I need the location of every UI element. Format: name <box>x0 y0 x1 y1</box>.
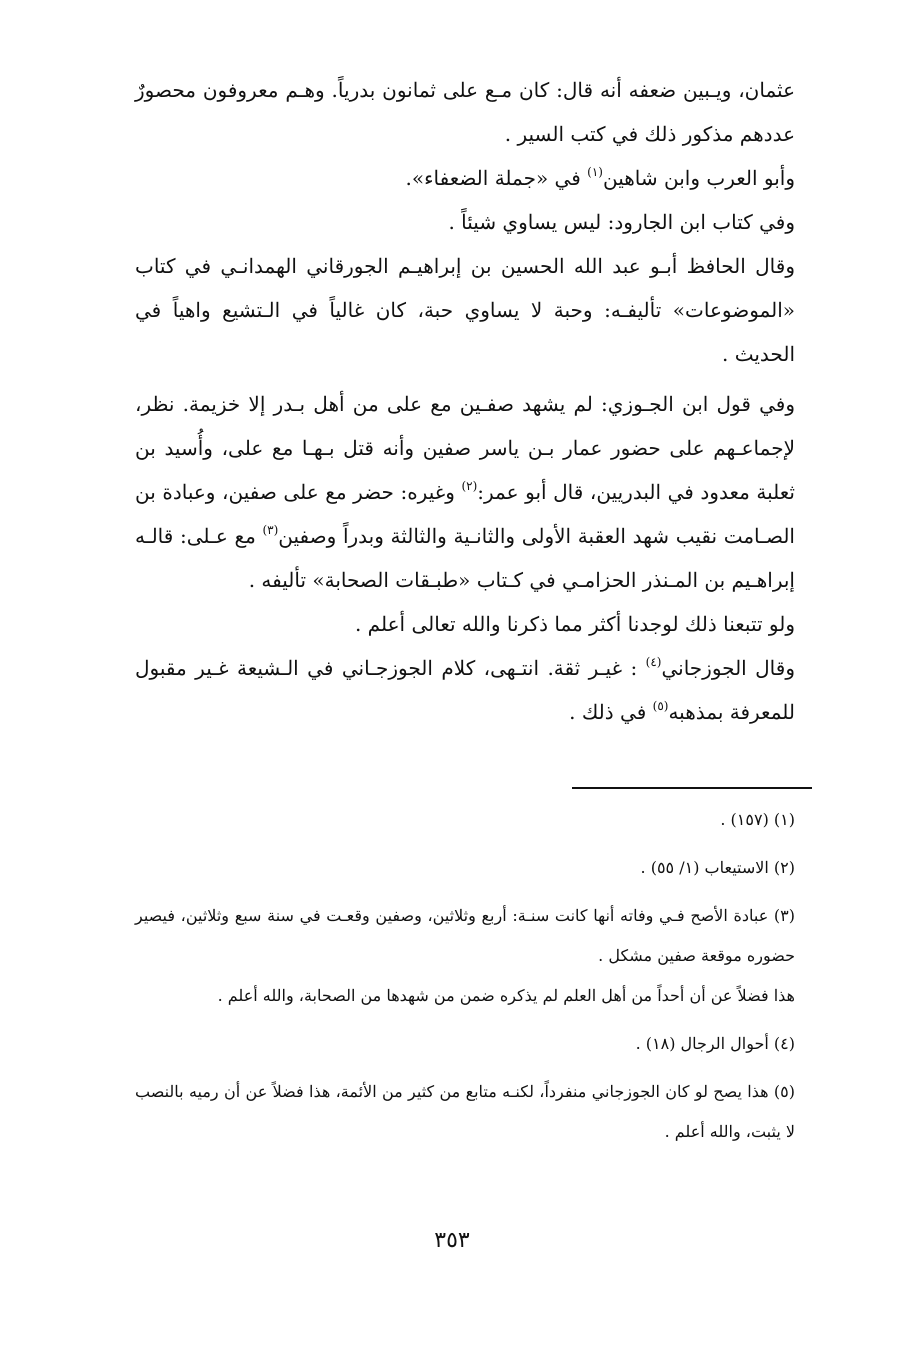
paragraph <box>135 646 795 734</box>
footnote: (٤) أحوال الرجال (١٨) . <box>635 1034 795 1053</box>
text-run: وأبو العرب وابن شاهين <box>602 166 795 190</box>
footnote: (٣) عبادة الأصح فـي وفاته أنها كانت سنـة: أربع وثلاثين، وصفين وقعـت في سنة سبع وثلاثين، فيصير حضوره موقعة صفين مشكل . <box>135 906 795 965</box>
page-number: ٣٥٣ <box>434 1228 470 1253</box>
main-text <box>135 68 795 734</box>
text-run: وقال الجوزجاني <box>661 656 795 680</box>
footnote: (١) (١٥٧) . <box>720 810 795 829</box>
text-run: وقال الحافظ أبـو عبد الله الحسين بن إبراهيـم الجورقاني الهمدانـي في كتاب «الموضوعات» تأليفـه: وحبة لا يساوي حبة، كان غالياً في الـتشيع واهياً في الحديث . <box>135 254 795 366</box>
text-run: : غيـر ثقة. انتـهى، كلام الجوزجـاني في الـشيعة غـير مقبول للمعرفة بمذهبه <box>135 656 795 724</box>
paragraph <box>135 602 795 646</box>
footnote-continuation: هذا فضلاً عن أن أحداً من أهل العلم لم يذكره ضمن من شهدها من الصحابة، والله أعلم . <box>217 986 795 1005</box>
text-run: مع عـلى: قالـه إبراهـيم بن المـنذر الحزامـي في كـتاب «طبـقات الصحابة» تأليفه . <box>135 524 795 592</box>
footnote-ref: (٥) <box>652 699 669 713</box>
text-run: وفي كتاب ابن الجارود: ليس يساوي شيئاً . <box>448 210 795 234</box>
footnote-ref: (١) <box>587 165 603 179</box>
text-run: في ذلك . <box>569 700 653 724</box>
footnotes <box>135 800 795 1160</box>
footnote: (٢) الاستيعاب (١/ ٥٥) . <box>640 858 795 877</box>
text-run: وغيره: حضر مع على صفين، وعبادة بن الصـامت نقيب شهد العقبة الأولى والثانـية والثالثة وبدراً وصفين <box>135 480 795 548</box>
footnote-ref: (٢) <box>461 479 478 493</box>
text-run: ولو تتبعنا ذلك لوجدنا أكثر مما ذكرنا والله تعالى أعلم . <box>354 612 795 636</box>
paragraph <box>135 68 795 156</box>
footnote-ref: (٤) <box>645 655 662 669</box>
paragraph <box>135 382 795 602</box>
footnote: (٥) هذا يصح لو كان الجوزجاني منفرداً، لكنـه متابع من كثير من الأئمة، هذا فضلاً عن أن رميه بالنصب لا يثبت، والله أعلم . <box>135 1082 795 1141</box>
paragraph <box>135 156 795 200</box>
text-run: في «جملة الضعفاء». <box>405 166 588 190</box>
text-run: عثمان، ويـبين ضعفه أنه قال: كان مـع على ثمانون بدرياً. وهـم معروفون محصورٌ عددهم مذكور ذلك في كتب السير . <box>135 78 795 146</box>
text-run: وفي قول ابن الجـوزي: لم يشهد صفـين مع على من أهل بـدر إلا خزيمة. نظر، لإجماعـهم على حضور عمار بـن ياسر صفين وأنه قتل بـهـا مع على، وأُسيد بن ثعلبة معدود في البدريين، قال أبو عمر: <box>135 392 795 504</box>
paragraph <box>135 200 795 244</box>
footnote-divider <box>572 787 812 789</box>
paragraph <box>135 244 795 376</box>
footnote-ref: (٣) <box>262 523 279 537</box>
